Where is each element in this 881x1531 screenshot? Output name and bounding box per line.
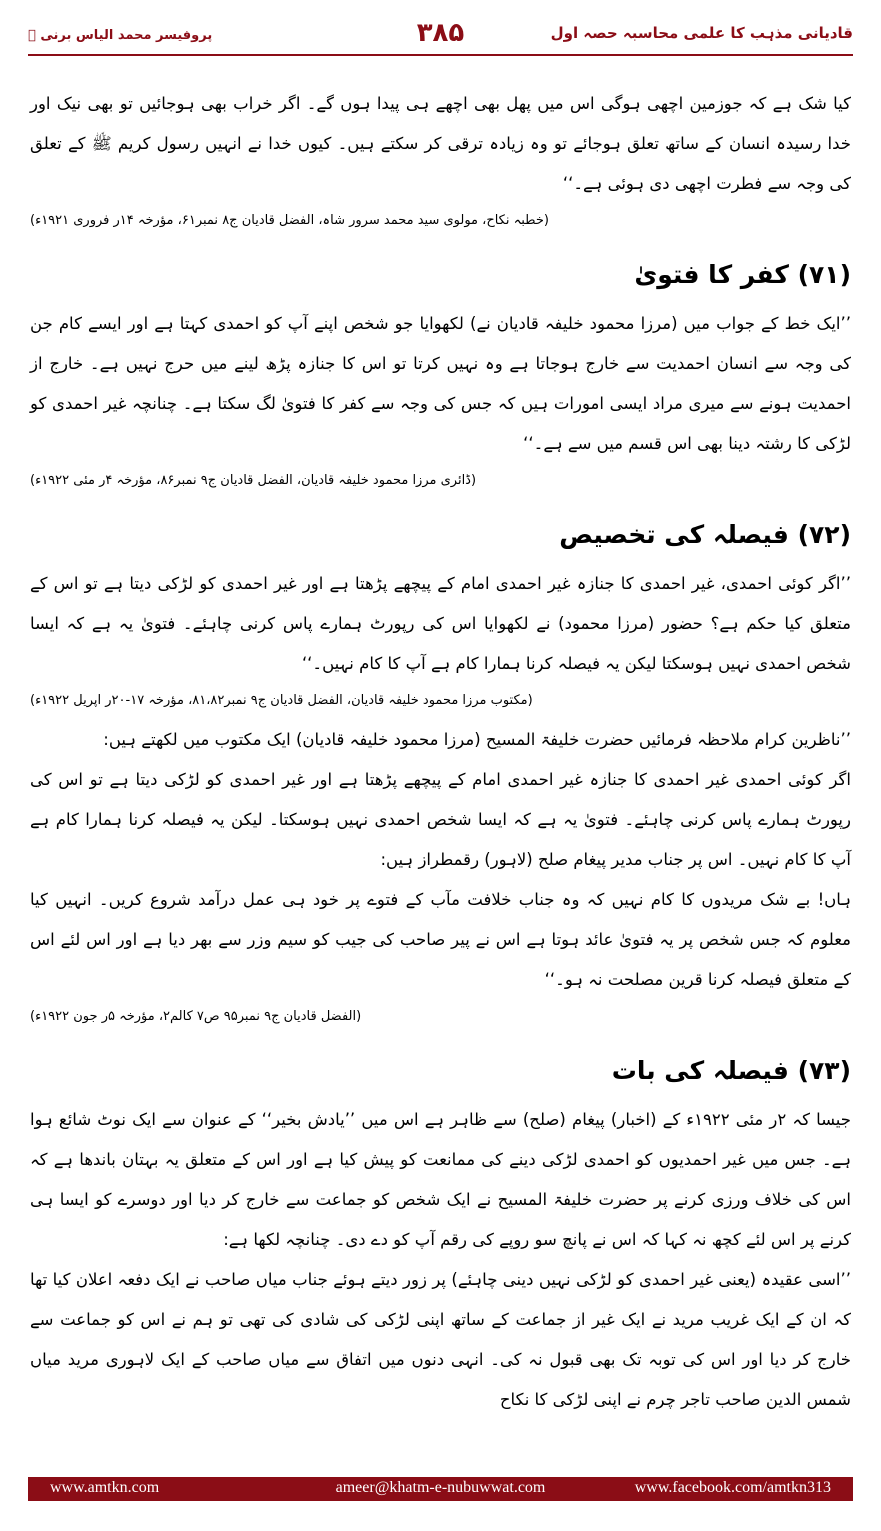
- facebook-link[interactable]: www.facebook.com/amtkn313: [634, 1479, 831, 1496]
- website-link[interactable]: www.amtkn.com: [50, 1479, 160, 1496]
- page-body: [30, 84, 851, 1420]
- paragraph-73: جیسا کہ ۲ر مئی ۱۹۲۲ء کے (اخبار) پیغام (صلح) سے ظاہر ہے اس میں ’’یادش بخیر‘‘ کے عنوان سے ایک نوٹ شائع ہوا ہے۔ جس میں غیر احمدیوں کو احمدی لڑکی دینے کی ممانعت کو پیش کیا ہے اور اس کے متعلق یہ بہتان باندھا ہے کہ اس کی خلاف ورزی کرنے پر حضرت خلیفۃ المسیح نے ایک شخص کو جماعت سے خارج کر دیا اور دوسرے کو ایسا ہی کرنے پر اس لئے کچھ نہ کہا کہ اس نے پانچ سو روپے کی رقم آپ کو دے دی۔ چنانچہ لکھا ہے:: [30, 1110, 851, 1249]
- paragraph-72-c: اگر کوئی احمدی غیر احمدی کا جنازہ غیر احمدی امام کے پیچھے پڑھتا ہے اور غیر احمدی کو لڑکی دیتا ہے تو اس کی رپورٹ ہمارے پاس کرنی چاہئے۔ فتویٰ یہ ہے کہ ایسا شخص احمدی نہیں ہوسکتا۔ لیکن یہ فیصلہ کرنا ہمارا کام ہے آپ کا کام نہیں۔ اس پر جناب مدیر پیغام صلح (لاہور) رقمطراز ہیں:: [30, 770, 851, 869]
- paragraph-73-b: ’’اسی عقیدہ (یعنی غیر احمدی کو لڑکی نہیں دینی چاہئے) پر زور دیتے ہوئے جناب میاں صاحب نے ایک دفعہ اعلان کیا تھا کہ ان کے ایک غریب مرید نے ایک غیر از جماعت کے ساتھ اپنی لڑکی کی شادی کی تھی تو ہم نے اس کو جماعت سے خارج کر دیا اور اس کی توبہ تک بھی قبول نہ کی۔ انہی دنوں میں اتفاق سے میاں صاحب کے ایک لاہوری مرید میاں شمس الدین صاحب تاجر چرم نے اپنی لڑکی کا نکاح: [30, 1270, 851, 1409]
- email-link[interactable]: ameer@khatm-e-nubuwwat.com: [335, 1479, 546, 1496]
- citation-72-d: (الفضل قادیان ج۹ نمبر۹۵ ص۷ کالم۲، مؤرخہ ۵ر جون ۱۹۲۲ء): [30, 1009, 362, 1024]
- page-footer: [28, 1477, 853, 1501]
- page-number: ۳۸۵: [416, 18, 465, 48]
- section-heading-73: (۷۳) فیصلہ کی بات: [611, 1056, 851, 1085]
- header-rule: [28, 54, 853, 56]
- page-header: [28, 14, 853, 54]
- paragraph-72-b: ’’ناظرین کرام ملاحظہ فرمائیں حضرت خلیفۃ المسیح (مرزا محمود خلیفہ قادیان) ایک مکتوب میں لکھتے ہیں:: [103, 730, 851, 749]
- paragraph-72: ’’اگر کوئی احمدی، غیر احمدی کا جنازہ غیر احمدی امام کے پیچھے پڑھتا ہے اور غیر احمدی کو لڑکی دیتا ہے تو اس کے متعلق کیا حکم ہے؟ حضور (مرزا محمود) نے لکھوایا اس کی رپورٹ ہمارے پاس کرنی چاہئے۔ فتویٰ یہ ہے کہ ایسا شخص احمدی نہیں ہوسکتا لیکن یہ فیصلہ کرنا ہمارا کام ہے آپ کا کام نہیں۔‘‘: [30, 574, 851, 673]
- section-heading-71: (۷۱) کفر کا فتویٰ: [634, 260, 851, 289]
- citation-72: (مکتوب مرزا محمود خلیفہ قادیان، الفضل قادیان ج۹ نمبر۸۱،۸۲، مؤرخہ ۱۷-۲۰ر اپریل ۱۹۲۲ء): [30, 693, 533, 708]
- section-heading-72: (۷۲) فیصلہ کی تخصیص: [559, 520, 851, 549]
- citation-71: (ڈائری مرزا محمود خلیفہ قادیان، الفضل قادیان ج۹ نمبر۸۶، مؤرخہ ۴ر مئی ۱۹۲۲ء): [30, 473, 477, 488]
- citation-intro: (خطبہ نکاح، مولوی سید محمد سرور شاہ، الفضل قادیان ج۸ نمبر۶۱، مؤرخہ ۱۴ر فروری ۱۹۲۱ء): [30, 213, 549, 228]
- author-name: پروفیسر محمد الیاس برنی ﷫: [28, 28, 213, 43]
- paragraph-72-d: ہاں! بے شک مریدوں کا کام نہیں کہ وہ جناب خلافت مآب کے فتوے پر خود ہی عمل درآمد شروع کریں۔ انہیں کیا معلوم کہ جس شخص پر یہ فتویٰ عائد ہوتا ہے اس نے پیر صاحب کی جیب کو سیم وزر سے بھر دیا ہے اور اس لئے اس کے متعلق فیصلہ کرنا قرین مصلحت نہ ہو۔‘‘: [30, 890, 851, 989]
- paragraph-71: ’’ایک خط کے جواب میں (مرزا محمود خلیفہ قادیان نے) لکھوایا جو شخص اپنے آپ کو احمدی کہتا ہے اور ایسے کام جن کی وجہ سے انسان احمدیت سے خارج ہوجاتا ہے وہ نہیں کرتا تو اس کا جنازہ پڑھ لینے میں حرج نہیں ہے۔ خارج از احمدیت ہونے سے میری مراد ایسی امورات ہیں کہ جس کی وجہ سے کفر کا فتویٰ لگ سکتا ہے۔ چنانچہ غیر احمدی کو لڑکی کا رشتہ دینا بھی اس قسم میں سے ہے۔‘‘: [30, 314, 851, 453]
- paragraph-intro: کیا شک ہے کہ جوزمین اچھی ہوگی اس میں پھل بھی اچھے ہی پیدا ہوں گے۔ اگر خراب بھی ہوجائیں تو بھی نیک اور خدا رسیدہ انسان کے ساتھ تعلق ہوجائے تو وہ زیادہ ترقی کر سکتے ہیں۔ کیوں خدا نے انہیں رسول کریم ﷺ کے تعلق کی وجہ سے فطرت اچھی دی ہوئی ہے۔‘‘: [30, 94, 851, 193]
- book-title: قادیانی مذہب کا علمی محاسبہ حصہ اول: [550, 24, 853, 42]
